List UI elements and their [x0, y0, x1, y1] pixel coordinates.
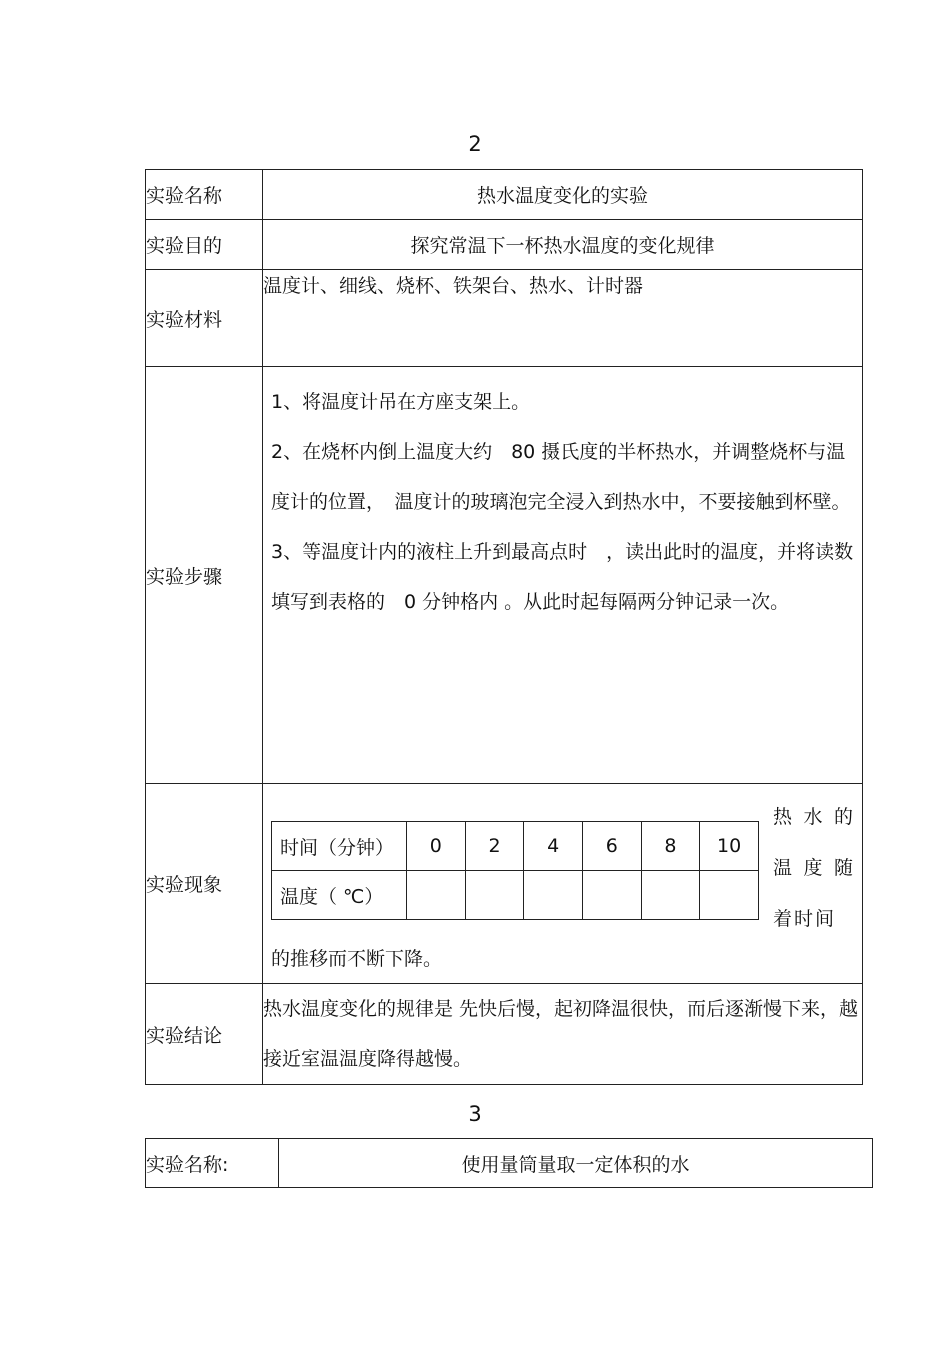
experiment-purpose-label: 实验目的: [146, 220, 263, 270]
step-1: 1、将温度计吊在方座支架上。: [271, 391, 531, 413]
time-row-header: 时间（分钟）: [272, 822, 407, 871]
experiment-steps-label: 实验步骤: [146, 367, 263, 784]
temperature-cell: [582, 871, 641, 920]
time-cell: 10: [700, 822, 759, 871]
experiment-conclusion-label: 实验结论: [146, 984, 263, 1085]
experiment-purpose-value: 探究常温下一杯热水温度的变化规律: [263, 220, 863, 270]
time-cell: 0: [407, 822, 466, 871]
section-number-2: 2: [468, 132, 482, 156]
phenomenon-tail-text: 的推移而不断下降。: [271, 948, 443, 970]
experiment-phenomenon-label: 实验现象: [146, 784, 263, 984]
experiment-materials-label: 实验材料: [146, 270, 263, 367]
row-experiment-materials: [146, 270, 863, 367]
temperature-cell: [407, 871, 466, 920]
time-cell: 8: [641, 822, 700, 871]
experiment-name-label: 实验名称: [146, 170, 263, 220]
row-experiment-name: [146, 170, 863, 220]
experiment-phenomenon-content: [263, 784, 863, 984]
temperature-cell: [524, 871, 583, 920]
time-cell: 4: [524, 822, 583, 871]
section-number-3: 3: [468, 1102, 482, 1126]
experiment-steps-content: [263, 367, 863, 784]
temperature-cell: [465, 871, 524, 920]
row-experiment-purpose: [146, 220, 863, 270]
phenomenon-side-text: 热水的温度随着时间: [773, 806, 855, 930]
row-experiment-conclusion: [146, 984, 863, 1085]
temperature-row-header: 温度（ ℃）: [272, 871, 407, 920]
row-experiment-steps: [146, 367, 863, 784]
time-cell: 2: [465, 822, 524, 871]
experiment-table-3: [145, 1138, 873, 1188]
step-3: 3、等温度计内的液柱上升到最高点时 ，读出此时的温度，并将读数填写到表格的 0 分钟格内 。从此时起每隔两分钟记录一次。: [271, 541, 854, 613]
time-cell: 6: [582, 822, 641, 871]
row-experiment-phenomenon: [146, 784, 863, 984]
temperature-cell: [700, 871, 759, 920]
experiment-conclusion-value: 热水温度变化的规律是 先快后慢，起初降温很快，而后逐渐慢下来，越接近室温温度降得越慢。: [263, 984, 863, 1085]
temperature-record-table: [271, 821, 759, 920]
time-row: [272, 822, 759, 871]
experiment-name-label: 实验名称:: [146, 1139, 279, 1188]
experiment-name-value: 热水温度变化的实验: [263, 170, 863, 220]
temperature-row: [272, 871, 759, 920]
experiment-materials-value: 温度计、细线、烧杯、铁架台、热水、计时器: [263, 270, 863, 367]
step-2: 2、在烧杯内倒上温度大约 80 摄氏度的半杯热水，并调整烧杯与温度计的位置， 温度计的玻璃泡完全浸入到热水中，不要接触到杯壁。: [271, 441, 851, 513]
temperature-cell: [641, 871, 700, 920]
experiment-table-2: [145, 169, 863, 1085]
row-experiment-name: [146, 1139, 873, 1188]
experiment-name-value: 使用量筒量取一定体积的水: [279, 1139, 873, 1188]
